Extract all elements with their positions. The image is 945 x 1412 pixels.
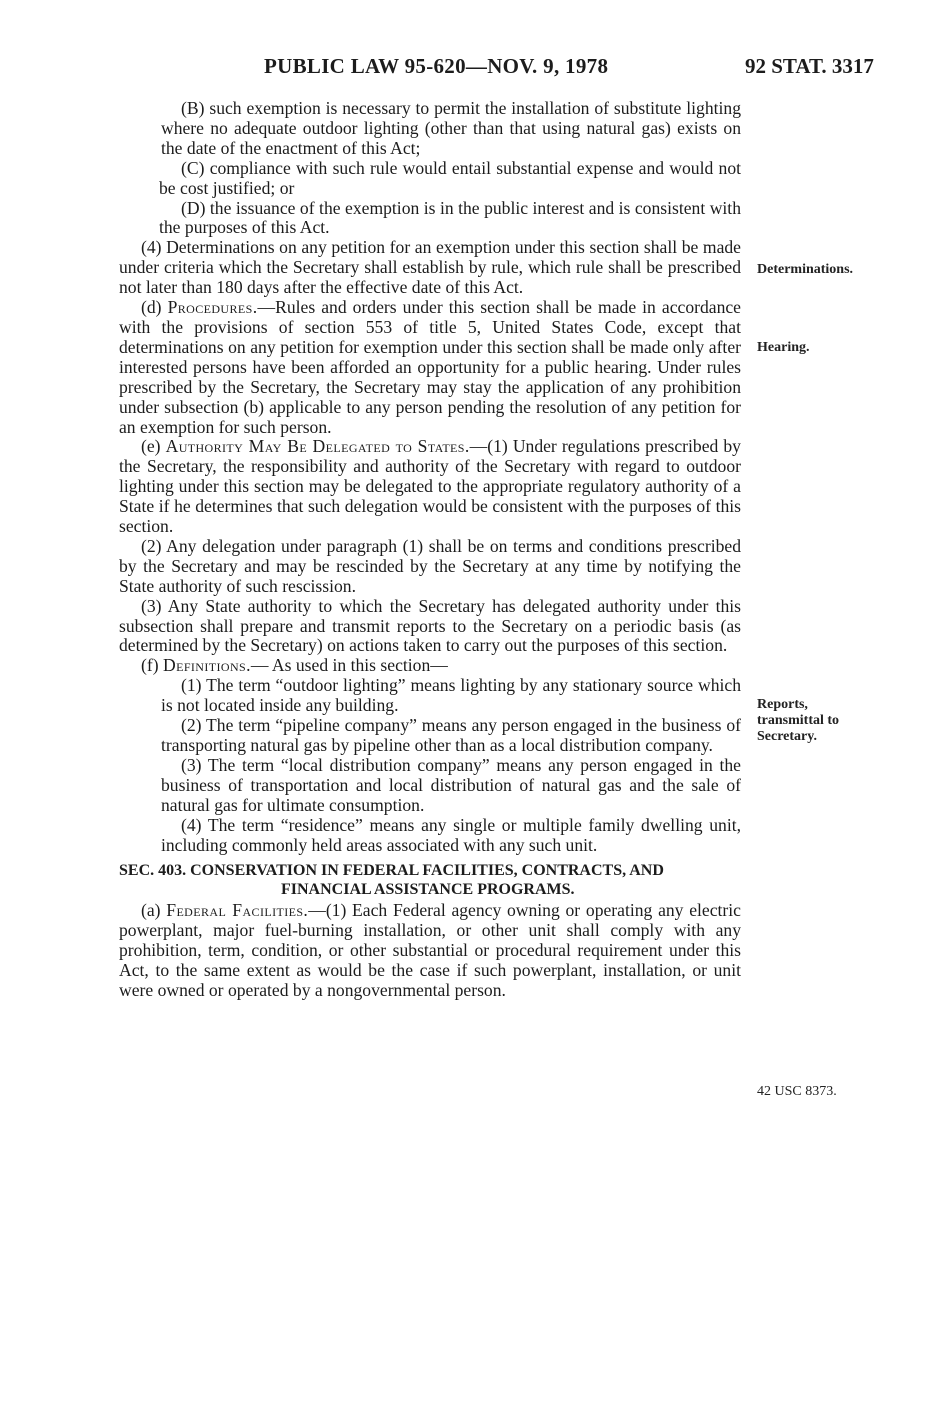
clause-c: (C) compliance with such rule would entail substantial expense and would not be cost justified; or: [159, 157, 741, 198]
margin-note-line: Secretary.: [757, 729, 817, 744]
clause-d: (D) the issuance of the exemption is in the public interest and is consistent with the purposes of this Act.: [159, 197, 741, 238]
margin-note-usc-citation: 42 USC 8373.: [757, 1084, 837, 1099]
subsection-f-definitions: [119, 656, 741, 676]
subsection-heading: Definitions.: [162, 655, 251, 676]
definition-1: (1) The term “outdoor lighting” means lighting by any stationary source which is not located inside any building.: [161, 675, 741, 716]
page-header: [0, 50, 945, 82]
margin-note-line: transmittal to: [757, 713, 840, 728]
subsection-text: — As used in this section—: [250, 655, 448, 676]
subsection-label: (f): [141, 655, 159, 676]
margin-note-reports: [757, 697, 839, 745]
section-heading-line-1: SEC. 403. CONSERVATION IN FEDERAL FACILITIES, CONTRACTS, AND: [119, 862, 664, 880]
page-body: [119, 99, 741, 1001]
definition-3: (3) The term “local distribution company” means any person engaged in the business of transportation and local distribution of natural gas and the sale of natural gas for ultimate consumption.: [161, 754, 741, 815]
clause-b: (B) such exemption is necessary to permit the installation of substitute lighting where no adequate outdoor lighting (other than that using natural gas) exists on the date of the enactment of this Act;: [161, 98, 741, 158]
subsection-heading: Procedures.: [167, 297, 258, 318]
margin-note-hearing: Hearing.: [757, 340, 810, 355]
subsection-a-federal-facilities: [119, 901, 741, 1001]
paragraph-e3: (3) Any State authority to which the Secretary has delegated authority under this subsection shall prepare and transmit reports to the Secretary on a periodic basis (as determined by the Secretary) on actions taken to carry out the purposes of this section.: [119, 595, 741, 656]
subsection-label: (d): [141, 297, 162, 318]
paragraph-e2: (2) Any delegation under paragraph (1) shall be on terms and conditions prescribed by the Secretary and may be rescinded by the Secretary at any time by notifying the State authority of such rescission.: [119, 535, 741, 596]
subsection-d-procedures: [119, 298, 741, 437]
definition-2: (2) The term “pipeline company” means any person engaged in the business of transporting natural gas by pipeline other than as a local distribution company.: [161, 715, 741, 755]
margin-note-line: Reports,: [757, 697, 808, 712]
subsection-label: (e): [141, 436, 161, 457]
subsection-text: —Rules and orders under this section shall be made in accordance with the provisions of section 553 of title 5, United States Code, except that determinations on any petition for exemption under this section shall be made only after interested persons have been afforded an opportunity for a public hearing. Under rules prescribed by the Secretary, the Secretary may stay the application of any prohibition under subsection (b) applicable to any person pending the resolution of any petition for an exemption for such person.: [119, 297, 741, 437]
definition-4: (4) The term “residence” means any single or multiple family dwelling unit, including commonly held areas associated with any such unit.: [161, 814, 741, 855]
section-heading-line-2: FINANCIAL ASSISTANCE PROGRAMS.: [281, 881, 575, 899]
subsection-e-authority: [119, 437, 741, 537]
law-title: PUBLIC LAW 95-620—NOV. 9, 1978: [264, 54, 609, 78]
margin-note-determinations: Determinations.: [757, 262, 854, 277]
section-403-heading: [119, 861, 741, 899]
subsection-heading: Federal Facilities.: [166, 900, 309, 921]
subsection-label: (a): [141, 900, 161, 921]
stat-page-number: 92 STAT. 3317: [745, 54, 874, 78]
subsection-text: —(1) Under regulations prescribed by the Secretary, the responsibility and authority of the Secretary with regard to outdoor lighting under this section may be delegated to the appropriate regulatory authority of a State if he determines that such delegation would be consistent with the purposes of this section.: [119, 436, 741, 537]
subsection-heading: Authority May Be Delegated to States.: [165, 436, 470, 457]
paragraph-4: (4) Determinations on any petition for an exemption under this section shall be made under criteria which the Secretary shall establish by rule, which rule shall be prescribed not later than 180 days after the effective date of this Act.: [119, 237, 741, 298]
subsection-text: —(1) Each Federal agency owning or operating any electric powerplant, major fuel-burning installation, or other unit shall comply with any prohibition, term, condition, or other substantial or procedural requirement under this Act, to the same extent as would be the case if such powerplant, installation, or unit were owned or operated by a nongovernmental person.: [119, 900, 741, 1001]
